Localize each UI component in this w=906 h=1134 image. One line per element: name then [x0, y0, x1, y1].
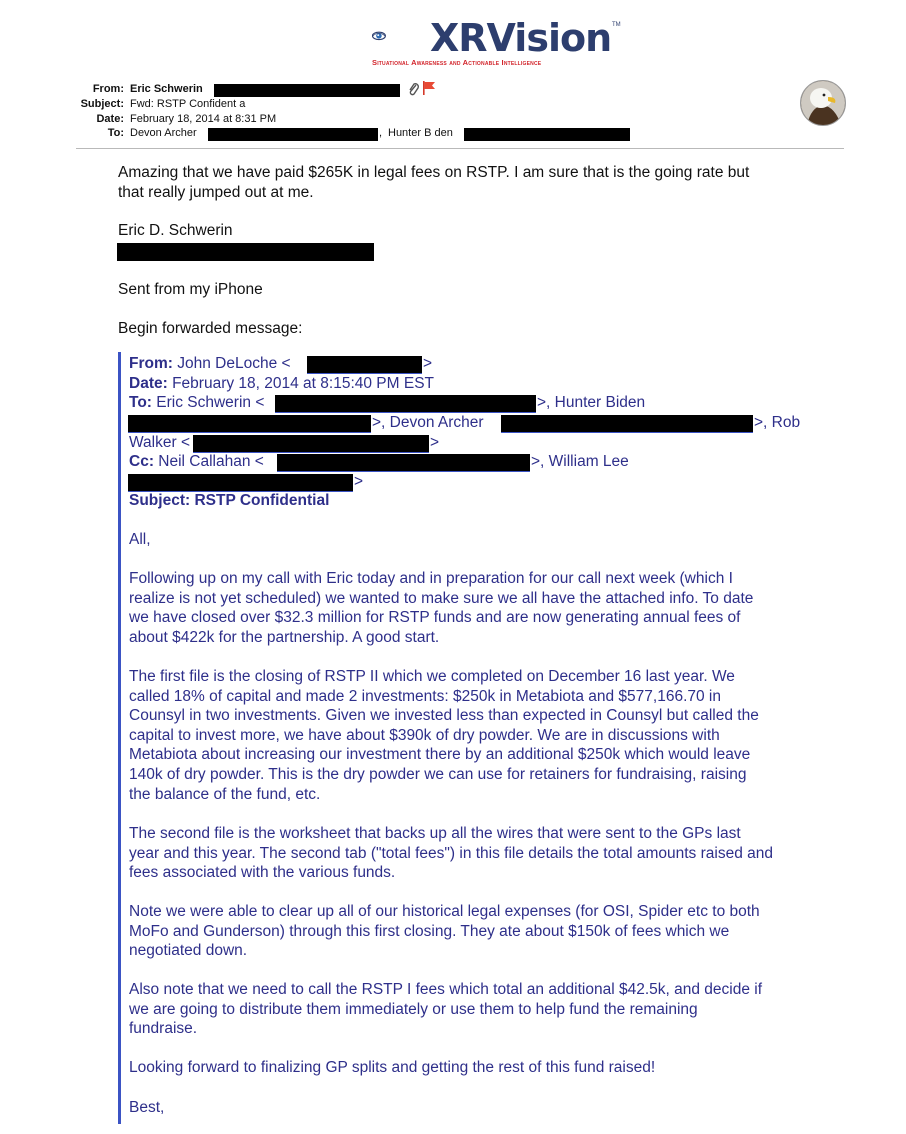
para-line: capital to invest more, we have about $390k of dry powder. We are in discussions with [129, 726, 720, 744]
fwd-cc-line [129, 452, 264, 472]
paperclip-icon[interactable] [408, 82, 420, 96]
para-line: we have closed over $32.3 million for RSTP funds and are now generating annual fees of [129, 609, 741, 627]
to-value-1: Devon Archer [130, 127, 197, 139]
signature-name: Eric D. Schwerin [118, 222, 233, 239]
fwd-subject-label: Subject: [129, 492, 191, 509]
para-line: Following up on my call with Eric today and in preparation for our call next week (which I [129, 570, 733, 587]
fwd-from-label: From: [129, 355, 173, 372]
paragraph-2 [129, 667, 849, 804]
redaction [128, 474, 353, 492]
para-line: Also note that we need to call the RSTP I fees which total an additional $42.5k, and decide if [129, 981, 763, 998]
fwd-cc-label: Cc: [129, 453, 154, 470]
fwd-subject-line [129, 491, 329, 511]
to-value-2: Hunter B den [388, 127, 453, 139]
para-line: The first file is the closing of RSTP II which we completed on December 16 last year. We [129, 668, 735, 685]
redaction [464, 128, 630, 141]
redaction [208, 128, 378, 141]
sender-avatar [800, 80, 846, 126]
from-label: From: [92, 83, 124, 95]
closing: Best, [129, 1099, 165, 1116]
para-line: Counsyl in two investments. Given we invested less than expected in Counsyl but called the [129, 707, 759, 725]
fwd-to-4-close: > [430, 434, 440, 451]
para-line: The second file is the worksheet that backs up all the wires that were sent to the GPs last [129, 825, 741, 842]
subject-value: Fwd: RSTP Confident a [130, 98, 246, 110]
para-line: fundraise. [129, 1020, 198, 1038]
header-divider [76, 148, 844, 149]
redaction [128, 415, 371, 433]
logo-tagline: Situational Awareness and Actionable Intelligence [372, 58, 542, 67]
redaction [275, 395, 536, 413]
message-line: Amazing that we have paid $265K in legal fees on RSTP. I am sure that is the going rate but [118, 164, 750, 181]
paragraph-4 [129, 902, 849, 961]
para-line: we are going to distribute them immediately or use them to help fund the remaining [129, 1000, 698, 1018]
redaction [193, 435, 429, 453]
para-line: realize is not yet scheduled) we wanted to make sure we all have the attached info. To date [129, 589, 754, 607]
para-line: negotiated down. [129, 942, 248, 960]
fwd-from-value: John DeLoche < [177, 355, 291, 372]
to-separator: , [379, 127, 383, 139]
paragraph-1 [129, 569, 849, 647]
redaction [117, 243, 374, 261]
paragraph-3 [129, 824, 849, 883]
fwd-to-2-close: >, Devon Archer [372, 414, 484, 431]
paragraph-6: Looking forward to finalizing GP splits and getting the rest of this fund raised! [129, 1059, 656, 1076]
fwd-date-label: Date: [129, 375, 168, 392]
para-line: about $422k for the partnership. A good start. [129, 628, 440, 646]
para-line: called 18% of capital and made 2 investments: $250k in Metabiota and $577,166.70 in [129, 687, 721, 705]
sent-from: Sent from my iPhone [118, 281, 263, 298]
para-line: fees associated with the various funds. [129, 864, 396, 882]
to-label: To: [107, 127, 124, 139]
redaction [307, 356, 422, 374]
fwd-to-1: Eric Schwerin < [156, 394, 265, 411]
flag-icon[interactable] [421, 80, 437, 96]
fwd-cc-1: Neil Callahan < [158, 453, 264, 470]
message-line: that really jumped out at me. [118, 184, 314, 201]
redaction [214, 84, 400, 97]
paragraph-5 [129, 980, 849, 1039]
quote-bar [118, 352, 121, 1124]
fwd-to-3-close: >, Rob [754, 414, 801, 431]
date-value: February 18, 2014 at 8:31 PM [130, 113, 277, 125]
subject-label: Subject: [80, 98, 124, 110]
fwd-cc-1-close: >, William Lee [531, 453, 629, 470]
fwd-date-line [129, 374, 434, 394]
from-value: Eric Schwerin [130, 83, 203, 95]
fwd-subject-value: RSTP Confidential [194, 492, 330, 509]
fwd-from-close: > [423, 355, 433, 372]
xrvision-eye-logo-icon [372, 14, 432, 60]
para-line: MoFo and Gunderson) through this first closing. They ate about $150k of fees which we [129, 922, 730, 940]
para-line: the balance of the fund, etc. [129, 785, 321, 803]
logo-wordmark: XRVision [430, 16, 612, 60]
greeting: All, [129, 531, 151, 548]
redaction [501, 415, 753, 433]
forward-intro: Begin forwarded message: [118, 320, 303, 337]
logo-trademark: TM [612, 22, 621, 28]
eagle-avatar-icon [801, 81, 845, 125]
date-label: Date: [96, 113, 124, 125]
para-line: Note we were able to clear up all of our historical legal expenses (for OSI, Spider etc to both [129, 903, 760, 920]
fwd-cc-2-close: > [354, 473, 364, 490]
redaction [277, 454, 530, 472]
fwd-to-4: Walker < [129, 434, 191, 451]
fwd-to-label: To: [129, 394, 152, 411]
fwd-to-line [129, 393, 264, 413]
fwd-to-1-close: >, Hunter Biden [537, 394, 646, 411]
para-line: 140k of dry powder. This is the dry powder we can use for retainers for fundraising, raising [129, 765, 747, 783]
fwd-date-value: February 18, 2014 at 8:15:40 PM EST [172, 375, 435, 392]
fwd-from-line [129, 354, 291, 374]
para-line: Metabiota about increasing our investment there by an additional $250k which would leave [129, 746, 751, 764]
para-line: year and this year. The second tab ("total fees") in this file details the total amounts raised and [129, 844, 773, 862]
